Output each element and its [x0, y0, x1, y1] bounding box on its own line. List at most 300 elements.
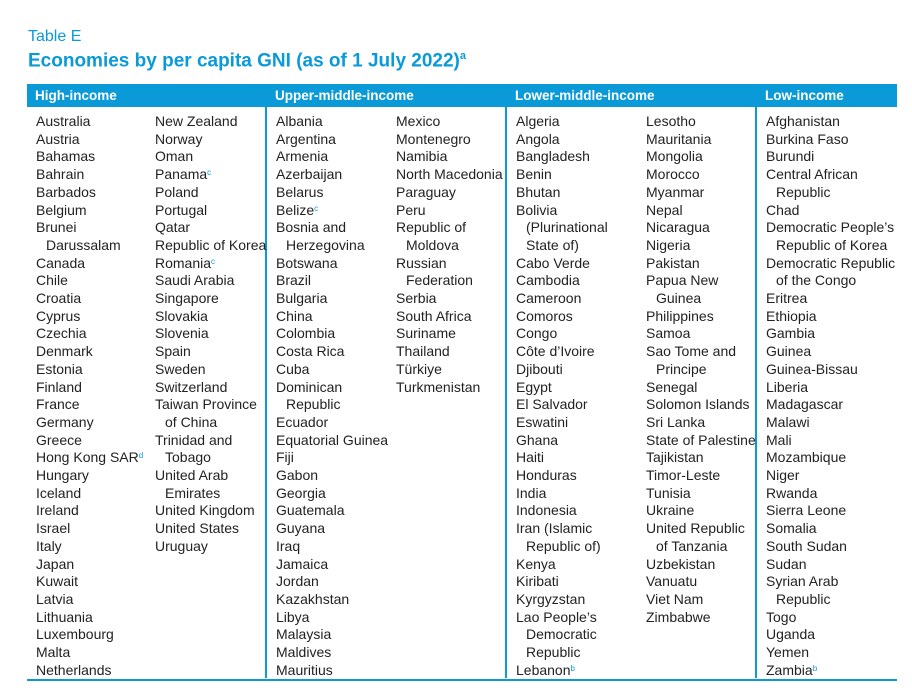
economy-item — [516, 520, 608, 538]
economy-item — [36, 467, 143, 485]
economy-item — [646, 131, 756, 149]
economy-name: Guyana — [276, 520, 326, 537]
economy-name: Cambodia — [516, 272, 580, 289]
economy-item — [155, 520, 266, 538]
economy-name: Somalia — [766, 520, 817, 537]
economy-item — [646, 538, 756, 556]
economy-item — [155, 467, 266, 485]
economy-name: Republic of) — [526, 537, 601, 554]
economy-name: Ghana — [516, 431, 559, 448]
economy-item — [646, 166, 756, 184]
economy-item — [276, 538, 388, 556]
economy-name: Albania — [276, 113, 323, 129]
economy-name: Botswana — [276, 254, 338, 271]
economy-name: Pakistan — [646, 254, 700, 271]
economy-name: Switzerland — [155, 378, 228, 395]
economy-name: Portugal — [155, 201, 208, 218]
economy-name: Congo — [516, 325, 558, 342]
economy-item — [36, 255, 143, 273]
economy-item — [36, 113, 143, 131]
economy-name: Bahamas — [36, 148, 96, 165]
economy-item — [276, 644, 388, 662]
economy-name: Papua New — [646, 272, 719, 289]
economy-name: Dominican — [276, 378, 343, 395]
economy-item — [646, 361, 756, 379]
economy-name: Jordan — [276, 573, 319, 590]
economy-name: Egypt — [516, 378, 552, 395]
economy-name: Nepal — [646, 201, 683, 218]
economy-item — [36, 131, 143, 149]
economy-item — [646, 237, 756, 255]
economy-name: Malaysia — [276, 626, 332, 643]
economy-item — [396, 148, 503, 166]
economy-name: Cyprus — [36, 307, 81, 324]
economy-name: Rwanda — [766, 484, 818, 501]
economy-item — [36, 361, 143, 379]
header-low-income — [757, 84, 897, 107]
economy-name: Ethiopia — [766, 307, 817, 324]
economy-item — [646, 184, 756, 202]
economy-name: Uzbekistan — [646, 555, 716, 572]
economy-item — [766, 502, 895, 520]
economy-item — [646, 148, 756, 166]
economy-item — [396, 379, 503, 397]
economy-item — [646, 202, 756, 220]
economy-name: Senegal — [646, 378, 698, 395]
economy-item — [516, 131, 608, 149]
economy-item — [36, 396, 143, 414]
economy-item — [276, 414, 388, 432]
economy-item — [155, 538, 266, 556]
economy-name: Zambia — [766, 661, 813, 678]
economy-name: Thailand — [396, 343, 450, 360]
economy-name: Cabo Verde — [516, 254, 590, 271]
economy-name: Peru — [396, 201, 426, 218]
economy-item — [516, 485, 608, 503]
low-income-list — [766, 113, 895, 680]
economy-item — [766, 131, 895, 149]
high-income-list-1 — [36, 113, 143, 680]
economy-item — [516, 556, 608, 574]
economy-name: Cuba — [276, 360, 310, 377]
economy-item — [646, 432, 756, 450]
economy-name: Armenia — [276, 148, 329, 165]
economy-item — [155, 184, 266, 202]
economy-name: Nigeria — [646, 236, 691, 253]
economy-name: Central African — [766, 166, 858, 183]
economy-name: Brazil — [276, 272, 312, 289]
economy-name: Sao Tome and — [646, 343, 737, 360]
economy-name: State of Palestine — [646, 431, 756, 448]
economy-name: Madagascar — [766, 396, 844, 413]
economy-name: of the Congo — [776, 272, 857, 289]
economy-name: Japan — [36, 555, 75, 572]
economy-item — [155, 113, 266, 131]
economy-name: Côte d’Ivoire — [516, 343, 595, 360]
economy-item — [155, 148, 266, 166]
economy-name: Estonia — [36, 360, 83, 377]
economy-name: Philippines — [646, 307, 714, 324]
economy-name: Tunisia — [646, 484, 691, 501]
economy-item — [646, 520, 756, 538]
economy-item — [766, 626, 895, 644]
economy-item — [646, 272, 756, 290]
economy-item — [276, 396, 388, 414]
footnote-marker: b — [812, 663, 818, 673]
economy-name: Solomon Islands — [646, 396, 750, 413]
economy-name: Democratic People’s — [766, 219, 895, 236]
economy-name: Burundi — [766, 148, 815, 165]
economy-item — [276, 255, 388, 273]
economy-item — [155, 255, 266, 273]
economy-item — [646, 343, 756, 361]
economy-name: Luxembourg — [36, 626, 114, 643]
economy-item — [155, 343, 266, 361]
economy-item — [396, 184, 503, 202]
economy-item — [36, 520, 143, 538]
economy-name: Afghanistan — [766, 113, 840, 129]
economy-item — [155, 361, 266, 379]
economy-item — [276, 379, 388, 397]
economy-item — [516, 361, 608, 379]
economy-item — [646, 255, 756, 273]
economy-item — [766, 202, 895, 220]
economy-item — [276, 131, 388, 149]
economy-item — [516, 325, 608, 343]
economy-name: Oman — [155, 148, 194, 165]
economy-name: Qatar — [155, 219, 191, 236]
economy-name: Sweden — [155, 360, 206, 377]
economy-name: Greece — [36, 431, 82, 448]
economy-name: Comoros — [516, 307, 573, 324]
economy-name: Hong Kong SAR — [36, 449, 139, 466]
economy-item — [516, 255, 608, 273]
economy-name: Bhutan — [516, 183, 561, 200]
economy-item — [766, 255, 895, 273]
economy-item — [276, 626, 388, 644]
economy-name: Namibia — [396, 148, 448, 165]
economy-item — [646, 591, 756, 609]
economy-item — [155, 379, 266, 397]
economy-name: Guinea — [656, 290, 702, 307]
economy-name: Gambia — [766, 325, 816, 342]
economy-name: Timor-Leste — [646, 467, 721, 484]
economy-name: Chile — [36, 272, 68, 289]
economy-name: Equatorial Guinea — [276, 431, 389, 448]
economy-name: Guinea-Bissau — [766, 360, 858, 377]
economy-name: United Kingdom — [155, 502, 255, 519]
economy-item — [516, 467, 608, 485]
economy-item — [646, 113, 756, 131]
economy-item — [276, 184, 388, 202]
economy-item — [36, 325, 143, 343]
economy-name: Angola — [516, 130, 560, 147]
economy-item — [646, 467, 756, 485]
economy-name: Paraguay — [396, 183, 456, 200]
economy-item — [155, 290, 266, 308]
economy-name: Mauritania — [646, 130, 712, 147]
economy-name: Kenya — [516, 555, 556, 572]
economy-name: Slovenia — [155, 325, 209, 342]
economy-name: Barbados — [36, 183, 96, 200]
economy-name: Kuwait — [36, 573, 79, 590]
header-lower-middle-income — [507, 84, 755, 107]
economy-name: Denmark — [36, 343, 93, 360]
economy-item — [155, 449, 266, 467]
economy-item — [276, 113, 388, 131]
economy-item — [646, 396, 756, 414]
high-income-list-2 — [155, 113, 266, 556]
economy-item — [646, 219, 756, 237]
economy-item — [516, 219, 608, 237]
economy-item — [276, 485, 388, 503]
economy-name: Djibouti — [516, 360, 563, 377]
economy-name: of China — [165, 413, 218, 430]
economy-item — [276, 573, 388, 591]
economy-item — [766, 538, 895, 556]
economy-name: Tobago — [165, 449, 211, 466]
economy-item — [36, 343, 143, 361]
economy-item — [766, 148, 895, 166]
economy-name: Republic of — [396, 219, 467, 236]
economy-item — [766, 325, 895, 343]
economy-name: Trinidad and — [155, 431, 233, 448]
economy-name: Slovakia — [155, 307, 208, 324]
title-text: Economies by per capita GNI (as of 1 July 2022) — [28, 50, 460, 72]
economy-item — [516, 591, 608, 609]
economy-item — [396, 325, 503, 343]
economy-name: Morocco — [646, 166, 700, 183]
economy-item — [276, 148, 388, 166]
economy-item — [516, 379, 608, 397]
economy-name: Samoa — [646, 325, 691, 342]
economy-item — [155, 272, 266, 290]
economy-item — [36, 237, 143, 255]
economy-item — [766, 609, 895, 627]
economy-name: Republic — [776, 183, 831, 200]
header-high-income — [27, 84, 265, 107]
economy-name: Israel — [36, 520, 71, 537]
economy-item — [516, 644, 608, 662]
economy-item — [646, 573, 756, 591]
economy-item — [766, 432, 895, 450]
economy-name: Mauritius — [276, 661, 333, 678]
economy-item — [36, 449, 143, 467]
economy-name: Uganda — [766, 626, 816, 643]
economy-item — [516, 308, 608, 326]
economy-item — [766, 467, 895, 485]
economy-item — [766, 396, 895, 414]
economy-item — [36, 609, 143, 627]
economy-item — [36, 290, 143, 308]
economy-name: Russian — [396, 254, 447, 271]
economy-name: Lithuania — [36, 608, 93, 625]
economy-name: Haiti — [516, 449, 545, 466]
economy-item — [396, 237, 503, 255]
economy-name: Moldova — [406, 236, 459, 253]
economy-name: Lebanon — [516, 661, 571, 678]
economy-name: South Sudan — [766, 537, 847, 554]
economy-item — [516, 396, 608, 414]
economy-name: Eritrea — [766, 290, 808, 307]
economy-item — [276, 467, 388, 485]
economy-name: Lesotho — [646, 113, 696, 129]
economy-name: South Africa — [396, 307, 472, 324]
economy-item — [766, 573, 895, 591]
header-upper-middle-income — [267, 84, 505, 107]
economy-item — [516, 184, 608, 202]
economy-item — [276, 432, 388, 450]
economy-item — [36, 485, 143, 503]
economy-name: North Macedonia — [396, 166, 503, 183]
economy-item — [516, 502, 608, 520]
economy-name: Sierra Leone — [766, 502, 847, 519]
economy-name: Kiribati — [516, 573, 559, 590]
economy-item — [516, 148, 608, 166]
economy-name: Honduras — [516, 467, 577, 484]
economy-item — [36, 219, 143, 237]
economy-name: Burkina Faso — [766, 130, 849, 147]
economy-item — [766, 379, 895, 397]
economy-item — [646, 556, 756, 574]
economy-name: Federation — [406, 272, 473, 289]
economy-item — [766, 113, 895, 131]
economy-name: Principe — [656, 360, 707, 377]
economy-item — [766, 219, 895, 237]
economy-name: Germany — [36, 413, 94, 430]
economy-item — [646, 609, 756, 627]
economy-item — [155, 485, 266, 503]
economy-item — [516, 113, 608, 131]
economy-name: Kyrgyzstan — [516, 590, 586, 607]
economy-item — [36, 166, 143, 184]
economy-item — [36, 432, 143, 450]
economy-item — [516, 272, 608, 290]
header-label: Low-income — [765, 88, 844, 103]
economy-name: Bahrain — [36, 166, 85, 183]
economy-name: Democratic Republic — [766, 254, 896, 271]
economy-item — [516, 202, 608, 220]
economy-item — [276, 449, 388, 467]
economy-name: Eswatini — [516, 413, 569, 430]
economy-name: Liberia — [766, 378, 809, 395]
economy-name: Bulgaria — [276, 290, 328, 307]
economy-item — [516, 449, 608, 467]
economy-name: Argentina — [276, 130, 336, 147]
economy-name: Azerbaijan — [276, 166, 343, 183]
economy-name: Montenegro — [396, 130, 471, 147]
economy-item — [396, 255, 503, 273]
economy-name: Chad — [766, 201, 800, 218]
economy-item — [155, 396, 266, 414]
economy-name: Republic of Korea — [776, 236, 888, 253]
economy-name: Taiwan Province — [155, 396, 257, 413]
economy-item — [766, 166, 895, 184]
economy-item — [396, 113, 503, 131]
economy-name: Colombia — [276, 325, 336, 342]
economy-name: Turkmenistan — [396, 378, 481, 395]
economy-item — [276, 520, 388, 538]
lower-middle-income-list-1 — [516, 113, 608, 680]
economy-name: (Plurinational — [526, 219, 608, 236]
economy-name: Spain — [155, 343, 191, 360]
economy-item — [276, 290, 388, 308]
economy-item — [276, 609, 388, 627]
economy-name: Finland — [36, 378, 82, 395]
economy-name: Algeria — [516, 113, 560, 129]
economy-name: Sri Lanka — [646, 413, 706, 430]
upper-middle-income-list-1 — [276, 113, 388, 680]
economy-item — [646, 485, 756, 503]
economy-name: Belize — [276, 201, 315, 218]
economy-name: China — [276, 307, 313, 324]
economy-name: Uruguay — [155, 537, 208, 554]
economy-item — [516, 432, 608, 450]
economy-item — [766, 184, 895, 202]
economy-name: Ukraine — [646, 502, 695, 519]
economy-name: Belarus — [276, 183, 324, 200]
economy-name: United Republic — [646, 520, 745, 537]
table-label: Table E — [28, 28, 82, 45]
economy-item — [516, 662, 608, 680]
economy-item — [766, 485, 895, 503]
economy-name: India — [516, 484, 547, 501]
economy-item — [36, 662, 143, 680]
economy-item — [36, 379, 143, 397]
economy-name: Mozambique — [766, 449, 847, 466]
economy-item — [36, 644, 143, 662]
economy-item — [646, 449, 756, 467]
economy-name: France — [36, 396, 80, 413]
economy-item — [276, 325, 388, 343]
header-label: Lower-middle-income — [515, 88, 655, 103]
economy-item — [766, 290, 895, 308]
economy-item — [155, 414, 266, 432]
economy-name: Darussalam — [46, 236, 121, 253]
economy-name: Serbia — [396, 290, 437, 307]
economy-name: Benin — [516, 166, 552, 183]
economy-item — [36, 538, 143, 556]
economy-name: Italy — [36, 537, 62, 554]
economy-item — [155, 219, 266, 237]
economy-item — [155, 432, 266, 450]
economy-item — [155, 237, 266, 255]
economy-item — [516, 343, 608, 361]
economy-name: Singapore — [155, 290, 219, 307]
economy-name: Malta — [36, 644, 71, 661]
economy-name: Republic — [776, 590, 831, 607]
economy-item — [155, 308, 266, 326]
economy-item — [36, 184, 143, 202]
economy-item — [276, 662, 388, 680]
economy-item — [396, 290, 503, 308]
economy-item — [276, 361, 388, 379]
economy-item — [276, 219, 388, 237]
economy-item — [516, 609, 608, 627]
economy-name: Lao People’s — [516, 608, 597, 625]
economy-name: Mongolia — [646, 148, 703, 165]
economy-name: Vanuatu — [646, 573, 698, 590]
economy-name: Czechia — [36, 325, 87, 342]
economy-name: Croatia — [36, 290, 82, 307]
economy-item — [276, 272, 388, 290]
economy-name: Togo — [766, 608, 797, 625]
economy-name: Herzegovina — [286, 236, 365, 253]
economy-item — [516, 573, 608, 591]
economy-name: Mexico — [396, 113, 441, 129]
economy-item — [36, 272, 143, 290]
footnote-marker: d — [138, 451, 144, 461]
